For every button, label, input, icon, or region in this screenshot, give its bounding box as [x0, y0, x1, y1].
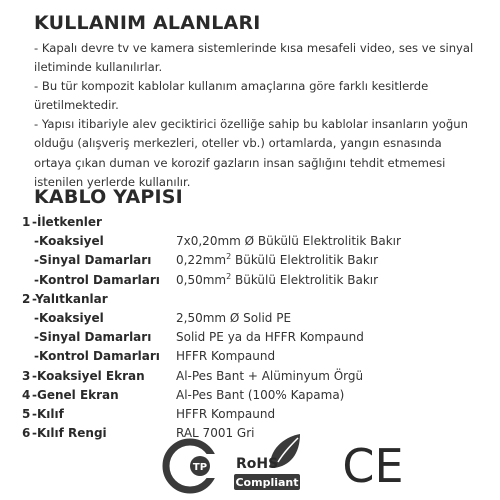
structure-row-value [176, 328, 364, 347]
structure-row-number: 5 [22, 407, 31, 421]
structure-row-value-text: HFFR Kompaund [176, 349, 276, 364]
structure-row-label: -Sinyal Damarları [34, 330, 152, 345]
usage-paragraph-2: - Bu tür kompozit kablolar kullanım amaçlarına göre farklı kesitlerde üretilmektedir. [34, 79, 429, 113]
structure-row [0, 405, 500, 424]
structure-row-value-text: 0,50mm [176, 272, 227, 287]
eac-tp-logo [162, 436, 222, 496]
structure-row-value [176, 347, 275, 366]
rohs-compliant-text: Compliant [235, 476, 299, 489]
structure-row-value-superscript: 2 [226, 271, 232, 281]
structure-row-label: -İletkenler [32, 215, 102, 229]
structure-row [0, 328, 500, 347]
structure-row-value-text: HFFR Kompaund [176, 407, 276, 421]
structure-row-value [176, 271, 378, 290]
eac-tp-text: TP [192, 462, 208, 473]
structure-row-number: 3 [22, 368, 31, 383]
structure-row-value-text: Al-Pes Bant (100% Kapama) [176, 387, 345, 402]
structure-row [0, 367, 500, 386]
structure-row-value [176, 309, 291, 328]
structure-title: KABLO YAPISI [34, 186, 183, 208]
structure-row [0, 213, 500, 232]
structure-row-label: -Sinyal Damarları [34, 253, 152, 268]
structure-row-value-rest: Bükülü Elektrolitik Bakır [231, 253, 379, 268]
rohs-logo [230, 432, 306, 496]
structure-row-value [176, 251, 378, 270]
structure-row [0, 271, 500, 290]
structure-row [0, 386, 500, 405]
structure-row-label: -Genel Ekran [32, 387, 119, 402]
structure-row-label: -Kontrol Damarları [34, 272, 160, 287]
certification-logos [0, 432, 500, 500]
structure-row-label: -Koaksiyel [34, 311, 104, 325]
structure-row-label: -Kılıf Rengi [32, 426, 107, 441]
usage-paragraph-3: - Yapısı itibariyle alev geciktirici özelliğe sahip bu kablolar insanların yoğun olduğu (alışveriş merkezleri, oteller vb.) ortamlarda, yangın esnasında ortaya çıkan duman ve korozif gazların insan sağlığını tehdit etmemesi istenilen yerlerde kullanılır. [34, 117, 468, 189]
structure-row-value [176, 386, 344, 405]
structure-row [0, 290, 500, 309]
structure-row-value-text: Solid PE ya da HFFR Kompaund [176, 330, 364, 345]
usage-section [34, 39, 474, 192]
structure-row-number: 1 [22, 215, 31, 229]
structure-row-label: -Kontrol Damarları [34, 349, 160, 364]
structure-row-value-text: 7x0,20mm Ø Bükülü Elektrolitik Bakır [176, 234, 401, 249]
structure-row-number: 4 [22, 387, 31, 402]
ce-mark-text: CE [342, 439, 404, 490]
structure-row-value-rest: Bükülü Elektrolitik Bakır [231, 272, 379, 287]
structure-row-number: 6 [22, 426, 31, 441]
structure-row [0, 232, 500, 251]
structure-row-value-superscript: 2 [226, 252, 232, 262]
ce-mark-logo [340, 438, 406, 490]
structure-row-value [176, 405, 275, 424]
structure-row-label: -Yalıtkanlar [32, 291, 108, 306]
structure-row [0, 309, 500, 328]
rohs-text: RoHS [236, 456, 279, 472]
structure-row-value [176, 367, 363, 386]
structure-row-value-text: 0,22mm [176, 253, 227, 268]
structure-row-label: -Kılıf [32, 407, 64, 421]
usage-title: KULLANIM ALANLARI [34, 12, 261, 34]
structure-row-label: -Koaksiyel [34, 234, 104, 249]
structure-row [0, 251, 500, 270]
structure-row [0, 347, 500, 366]
structure-row-label: -Koaksiyel Ekran [32, 368, 145, 383]
structure-row-value-text: Al-Pes Bant + Alüminyum Örgü [176, 368, 364, 383]
usage-paragraph-1: - Kapalı devre tv ve kamera sistemlerinde kısa mesafeli video, ses ve sinyal iletiminde kullanılırlar. [34, 41, 474, 75]
structure-row-number: 2 [22, 291, 31, 306]
structure-row-value-text: 2,50mm Ø Solid PE [176, 311, 292, 325]
structure-row-value [176, 232, 401, 251]
structure-row-value-text: RAL 7001 Gri [176, 426, 255, 441]
